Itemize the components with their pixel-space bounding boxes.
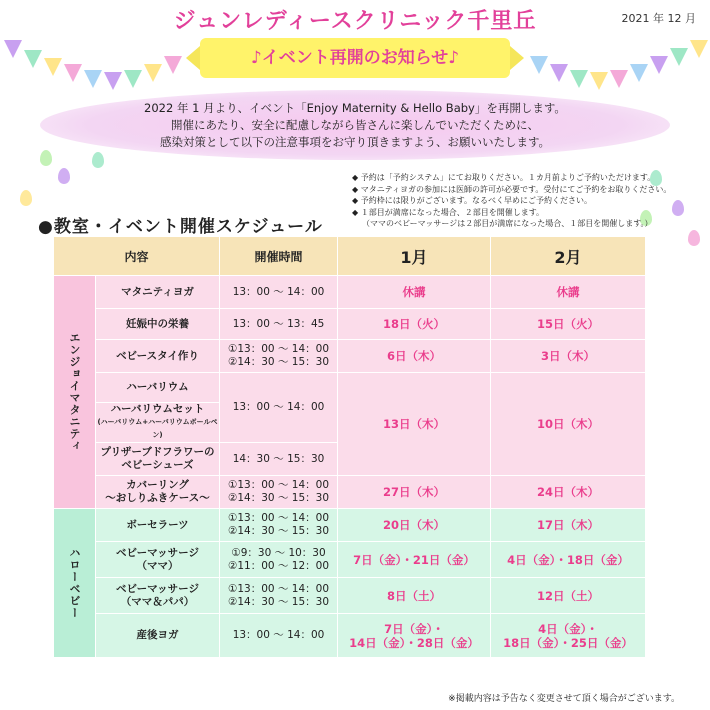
row-postnatal-yoga-name: 産後ヨガ [96,614,220,658]
date-line: 18日（金）・25日（金） [503,635,633,650]
row-massage-both-time [220,578,338,614]
intro-line: 開催にあたり、安全に配慮しながら皆さんに楽しんでいただくために、 [171,118,539,132]
table-row [54,509,646,542]
time-slot-1: ①13：00 ～ 14：00 [227,479,330,491]
header-content: 内容 [54,237,220,276]
row-potty-time [220,509,338,542]
row-herbarium-set-name [96,403,220,443]
shoes-name-line: ベビーシューズ [121,459,194,471]
time-slot-1: ①13：00 ～ 14：00 [227,343,330,355]
row-massage-both-name [96,578,220,614]
row-bib-month2: 3日（木） [491,340,646,373]
table-row [54,542,646,578]
row-shoes-name [96,443,220,476]
row-postnatal-yoga-month1 [338,614,491,658]
row-massage-mama-name [96,542,220,578]
category-maternity-label: エンジョイマタニティ [68,332,81,452]
schedule-heading: ●教室・イベント開催スケジュール [38,217,323,237]
intro-line: 2022 年 1 月より、イベント「Enjoy Maternity & Hello Baby」を再開します。 [144,101,566,115]
row-potty-name: ボーセラーツ [96,509,220,542]
notice-item: ◆ 予約枠には限りがございます。なるべく早めにご予約ください。 [352,196,593,205]
clinic-title: ジュンレディースクリニック千里丘 [173,9,537,34]
row-covering-time [220,476,338,509]
header-month-1: 1月 [338,237,491,276]
date-line: 14日（金）・28日（金） [349,635,479,650]
row-potty-month2: 17日（木） [491,509,646,542]
row-herbarium-month2: 10日（木） [491,373,646,476]
row-nutrition-month1: 18日（火） [338,309,491,340]
table-row [54,373,646,403]
row-massage-both-month1: 8日（土） [338,578,491,614]
herbarium-set-label: ハーバリウムセット [110,403,205,415]
row-covering-month2: 24日（木） [491,476,646,509]
header-month-2: 2月 [491,237,646,276]
time-slot-2: ②14：30 ～ 15：30 [227,492,330,504]
table-row [54,476,646,509]
table-row [54,340,646,373]
row-postnatal-yoga-month2 [491,614,646,658]
row-massage-both-month2: 12日（土） [491,578,646,614]
category-baby [54,509,96,658]
row-massage-mama-month1: 7日（金）・21日（金） [338,542,491,578]
table-header-row [54,237,646,276]
notice-item: ◆ 予約は「予約システム」にてお取りください。１カ月前よりご予約いただけます。 [352,173,656,182]
date-line: 4日（金）・ [538,621,598,636]
covering-name-line: ～おしりふきケース～ [105,492,210,504]
announcement-banner: ♪イベント再開のお知らせ♪ [200,38,510,78]
row-nutrition-time: 13：00 ～ 13：45 [220,309,338,340]
time-slot-1: ①9：30 ～ 10：30 [231,546,326,559]
time-slot-2: ②11：00 ～ 12：00 [227,559,330,572]
row-bib-name: ベビースタイ作り [96,340,220,373]
row-herbarium-month1: 13日（木） [338,373,491,476]
row-herbarium-time: 13：00 ～ 14：00 [220,373,338,443]
notice-list [352,172,692,230]
row-covering-name [96,476,220,509]
table-row [54,578,646,614]
table-row [54,614,646,658]
shoes-name-line: プリザーブドフラワーの [100,446,215,458]
time-slot-2: ②14：30 ～ 15：30 [227,356,330,368]
category-maternity [54,276,96,509]
row-postnatal-yoga-time: 13：00 ～ 14：00 [220,614,338,658]
notice-item: （ママのベビーマッサージは２部目が満席になった場合、１部目を開催します。） [362,219,653,228]
row-massage-mama-month2: 4日（金）・18日（金） [491,542,646,578]
covering-name-line: カバーリング [126,479,189,491]
row-yoga-time: 13：00 ～ 14：00 [220,276,338,309]
notice-item: ◆ マタニティヨガの参加には医師の許可が必要です。受付にてご予約をお取りください。 [352,184,672,194]
row-massage-mama-time [220,542,338,578]
row-nutrition-name: 妊娠中の栄養 [96,309,220,340]
header-time: 開催時間 [220,237,338,276]
row-yoga-name: マタニティヨガ [96,276,220,309]
massage-both-name-line: （ママ＆パパ） [120,595,195,608]
table-row [54,309,646,340]
footer-note: ※掲載内容は予告なく変更させて頂く場合がございます。 [448,694,680,704]
row-shoes-time: 14：30 ～ 15：30 [220,443,338,476]
time-slot-2: ②14：30 ～ 15：30 [227,525,330,537]
intro-text [40,100,670,151]
row-herbarium-name: ハーバリウム [96,373,220,403]
issue-date: 2021 年 12 月 [621,12,696,25]
table-row [54,276,646,309]
schedule-table [53,236,646,658]
herbarium-set-note: (ハーバリウム+ハーバリウムボールペン) [97,418,218,439]
massage-mama-name-line: ベビーマッサージ [116,546,199,559]
category-baby-label: ハローベビー [68,547,81,619]
row-yoga-month2: 休講 [491,276,646,309]
time-slot-2: ②14：30 ～ 15：30 [227,595,330,608]
time-slot-1: ①13：00 ～ 14：00 [227,582,330,595]
row-bib-time [220,340,338,373]
row-bib-month1: 6日（木） [338,340,491,373]
massage-both-name-line: ベビーマッサージ [116,582,199,595]
row-potty-month1: 20日（木） [338,509,491,542]
row-nutrition-month2: 15日（火） [491,309,646,340]
intro-line: 感染対策として以下の注意事項をお守り頂きますよう、お願いいたします。 [159,135,551,149]
notice-item: ◆ １部目が満席になった場合、２部目を開催します。 [352,207,545,217]
row-covering-month1: 27日（木） [338,476,491,509]
row-yoga-month1: 休講 [338,276,491,309]
massage-mama-name-line: （ママ） [136,559,179,572]
time-slot-1: ①13：00 ～ 14：00 [227,512,330,524]
date-line: 7日（金）・ [384,621,444,636]
